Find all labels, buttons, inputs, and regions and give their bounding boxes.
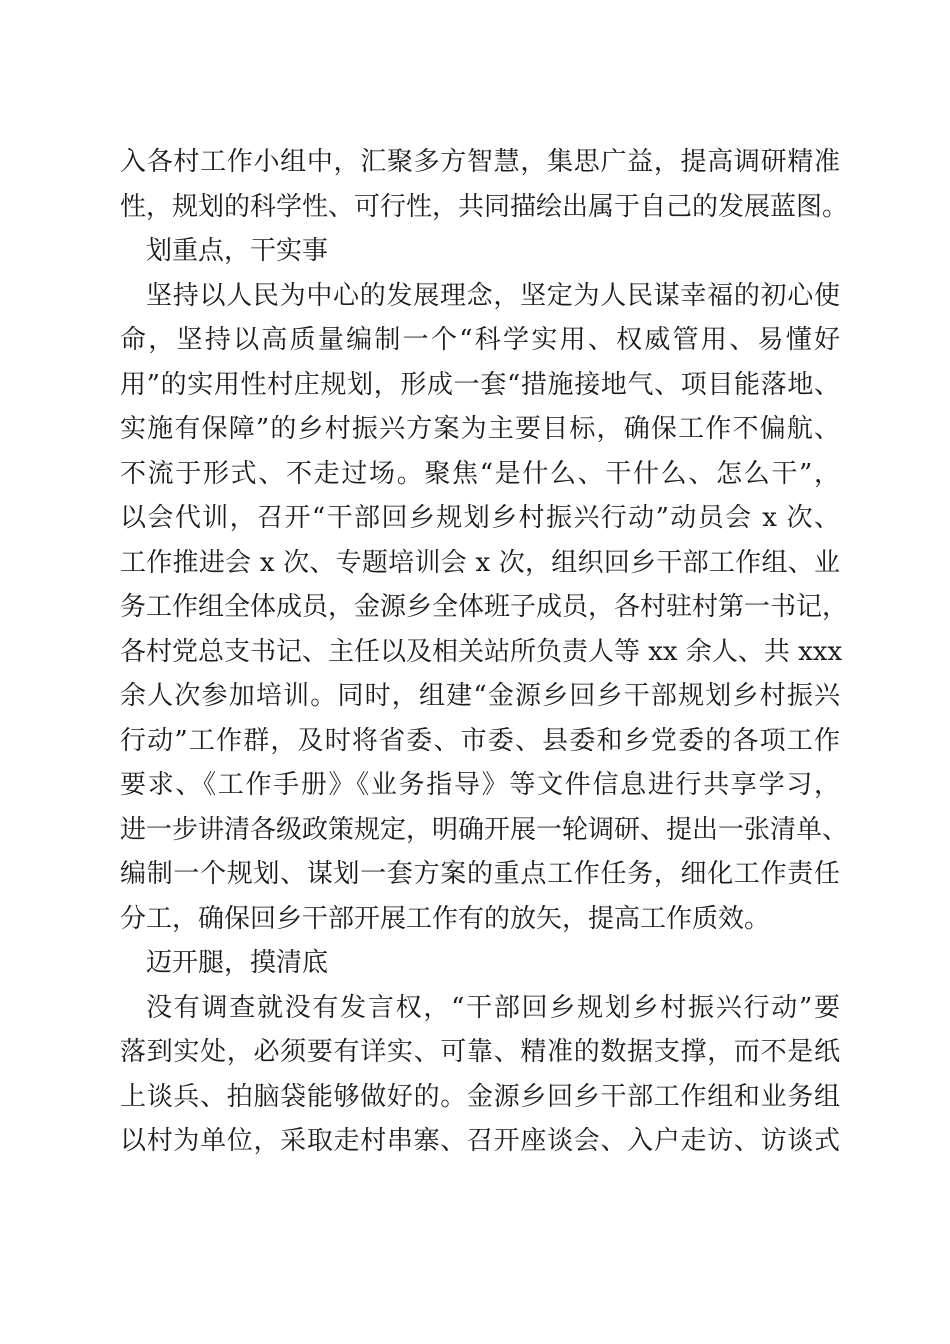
text-line: 进一步讲清各级政策规定，明确开展一轮调研、提出一张清单、 bbox=[120, 814, 849, 845]
text-line: 不流于形式、不走过场。聚焦“是什么、干什么、怎么干”， bbox=[120, 458, 840, 489]
text-line: 实施有保障”的乡村振兴方案为主要目标，确保工作不偏航、 bbox=[120, 414, 840, 444]
text-line: 各村党总支书记、主任以及相关站所负责人等 xx 余人、共 xxx bbox=[120, 636, 843, 667]
document-body bbox=[120, 140, 849, 1164]
text-line: 上谈兵、拍脑袋能够做好的。金源乡回乡干部工作组和业务组 bbox=[120, 1081, 840, 1112]
text-line: 行动”工作群，及时将省委、市委、县委和乡党委的各项工作 bbox=[120, 725, 840, 756]
text-line: 入各村工作小组中，汇聚多方智慧，集思广益，提高调研精准 bbox=[120, 147, 840, 177]
paragraph-continued bbox=[120, 140, 849, 229]
section-heading: 划重点，干实事 bbox=[146, 236, 329, 266]
text-line: 分工，确保回乡干部开展工作有的放矢，提高工作质效。 bbox=[120, 903, 771, 934]
paragraph bbox=[120, 274, 849, 942]
text-line: 编制一个规划、谋划一套方案的重点工作任务，细化工作责任 bbox=[120, 859, 840, 889]
text-line: 务工作组全体成员，金源乡全体班子成员，各村驻村第一书记， bbox=[120, 592, 849, 622]
text-line: 坚持以人民为中心的发展理念，坚定为人民谋幸福的初心使 bbox=[146, 280, 840, 311]
text-line: 没有调查就没有发言权，“干部回乡规划乡村振兴行动”要 bbox=[146, 992, 840, 1023]
text-line: 命，坚持以高质量编制一个“科学实用、权威管用、易懂好 bbox=[120, 325, 840, 355]
text-line: 用”的实用性村庄规划，形成一套“措施接地气、项目能落地、 bbox=[120, 369, 840, 400]
text-line: 以会代训，召开“干部回乡规划乡村振兴行动”动员会 x 次、 bbox=[120, 503, 840, 533]
text-line: 以村为单位，采取走村串寨、召开座谈会、入户走访、访谈式 bbox=[120, 1126, 840, 1156]
paragraph bbox=[120, 986, 840, 1164]
text-line: 落到实处，必须要有详实、可靠、精准的数据支撑，而不是纸 bbox=[120, 1037, 840, 1067]
text-line: 工作推进会 x 次、专题培训会 x 次，组织回乡干部工作组、业 bbox=[120, 547, 840, 578]
text-line: 性，规划的科学性、可行性，共同描绘出属于自己的发展蓝图。 bbox=[120, 191, 849, 222]
text-line: 余人次参加培训。同时，组建“金源乡回乡干部规划乡村振兴 bbox=[120, 681, 840, 711]
text-line: 要求、《工作手册》《业务指导》等文件信息进行共享学习， bbox=[120, 770, 840, 800]
section-heading: 迈开腿，摸清底 bbox=[146, 948, 329, 978]
